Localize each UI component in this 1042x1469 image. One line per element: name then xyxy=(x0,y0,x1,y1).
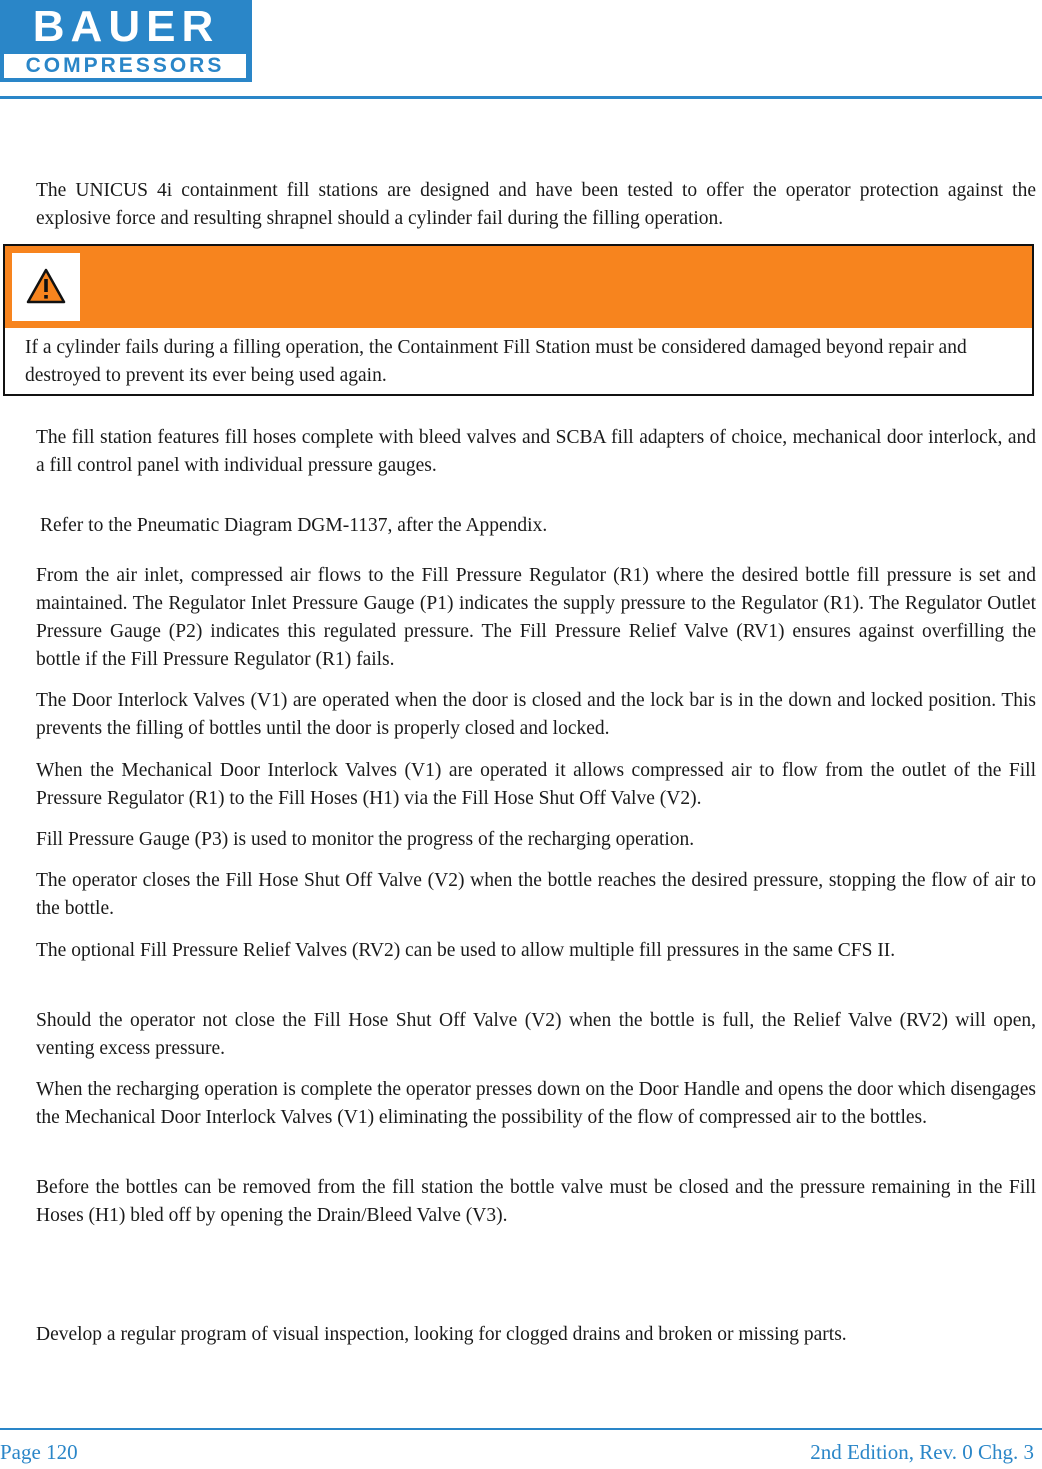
paragraph-relief-open: Should the operator not close the Fill Hose Shut Off Valve (V2) when the bottle is full, the Relief Valve (RV2) will open, venting excess pressure. xyxy=(36,1010,1036,1059)
warning-banner xyxy=(5,246,1032,328)
header-divider xyxy=(0,96,1042,99)
paragraph-inspection: Develop a regular program of visual inspection, looking for clogged drains and broken or missing parts. xyxy=(36,1324,847,1345)
paragraph-mechanical-interlock: When the Mechanical Door Interlock Valves (V1) are operated it allows compressed air to flow from the outlet of the Fill Pressure Regulator (R1) to the Fill Hoses (H1) via the Fill Hose Shut Off Valve (V2). xyxy=(36,760,1036,809)
paragraph-shut-off: The operator closes the Fill Hose Shut Off Valve (V2) when the bottle reaches the desired pressure, stopping the flow of air to the bottle. xyxy=(36,870,1036,919)
logo-wordmark-bauer: BAUER xyxy=(32,2,220,51)
paragraph-door-interlock: The Door Interlock Valves (V1) are operated when the door is closed and the lock bar is in the down and locked position. This prevents the filling of bottles until the door is properly closed and locked. xyxy=(36,690,1036,739)
paragraph-bleed-off: Before the bottles can be removed from the fill station the bottle valve must be closed and the pressure remaining in the Fill Hoses (H1) bled off by opening the Drain/Bleed Valve (V3). xyxy=(36,1177,1036,1226)
warning-triangle-icon xyxy=(26,268,66,304)
paragraph-diagram-reference: Refer to the Pneumatic Diagram DGM-1137, after the Appendix. xyxy=(40,515,548,536)
bauer-logo xyxy=(0,0,252,82)
footer-divider xyxy=(0,1428,1042,1430)
paragraph-relief-valves: The optional Fill Pressure Relief Valves (RV2) can be used to allow multiple fill pressures in the same CFS II. xyxy=(36,940,896,961)
logo-wordmark-compressors: COMPRESSORS xyxy=(4,54,246,78)
paragraph-features: The fill station features fill hoses complete with bleed valves and SCBA fill adapters of choice, mechanical door interlock, and a fill control panel with individual pressure gauges. xyxy=(36,427,1036,476)
paragraph-recharge-complete: When the recharging operation is complete the operator presses down on the Door Handle and opens the door which disengages the Mechanical Door Interlock Valves (V1) eliminating the possibility of the flow of compressed air to the bottles. xyxy=(36,1079,1036,1128)
intro-paragraph: The UNICUS 4i containment fill stations are designed and have been tested to offer the operator protection against the explosive force and resulting shrapnel should a cylinder fail during the filling operation. xyxy=(36,180,1036,229)
warning-box xyxy=(3,244,1034,396)
paragraph-air-inlet: From the air inlet, compressed air flows to the Fill Pressure Regulator (R1) where the desired bottle fill pressure is set and maintained. The Regulator Inlet Pressure Gauge (P1) indicates the supply pressure to the Regulator (R1). The Regulator Outlet Pressure Gauge (P2) indicates this regulated pressure. The Fill Pressure Relief Valve (RV1) ensures against overfilling the bottle if the Fill Pressure Regulator (R1) fails. xyxy=(36,565,1036,670)
warning-text: If a cylinder fails during a filling operation, the Containment Fill Station must be considered damaged beyond repair and destroyed to prevent its ever being used again. xyxy=(25,337,967,386)
warning-icon-frame xyxy=(12,253,80,321)
page-number: Page 120 xyxy=(0,1440,78,1464)
edition-label: 2nd Edition, Rev. 0 Chg. 3 xyxy=(810,1440,1034,1464)
paragraph-fill-gauge: Fill Pressure Gauge (P3) is used to monitor the progress of the recharging operation. xyxy=(36,829,695,850)
